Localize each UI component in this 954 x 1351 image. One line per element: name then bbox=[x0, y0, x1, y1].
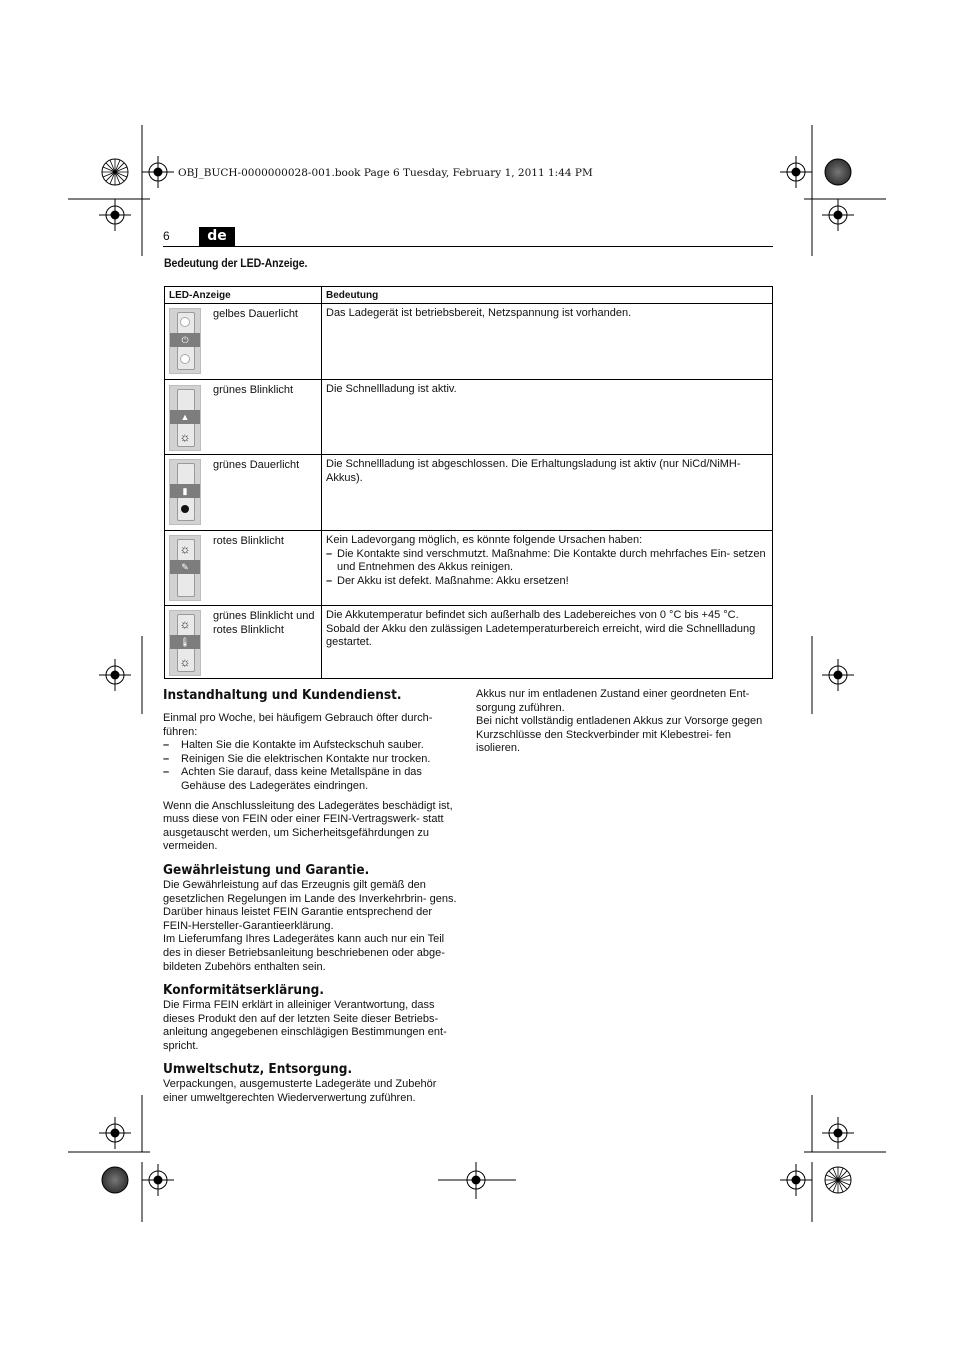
left-column bbox=[163, 687, 461, 1106]
led-table-title: Bedeutung der LED-Anzeige. bbox=[164, 258, 308, 270]
list-item: – Die Kontakte sind verschmutzt. Maßnahme: Die Kontakte durch mehrfaches Ein- setzen und Entnehmen des Akkus reinigen. bbox=[326, 548, 768, 575]
list-item: – Achten Sie darauf, dass keine Metallspäne in das Gehäuse des Ladegerätes eindringen. bbox=[163, 766, 461, 793]
conformity-text: Die Firma FEIN erklärt in alleiniger Verantwortung, dass dieses Produkt den auf der letzten Seite dieser Betriebs- anleitung angegebenen einschlägigen Bestimmungen ent- spricht. bbox=[163, 999, 447, 1052]
table-row bbox=[165, 606, 773, 679]
header-led: LED-Anzeige bbox=[165, 287, 322, 304]
right-column bbox=[476, 688, 773, 756]
led-label: grünes Dauerlicht bbox=[213, 459, 300, 471]
list-item: – Reinigen Sie die elektrischen Kontakte nur trocken. bbox=[163, 753, 461, 767]
led-meaning: Die Schnellladung ist abgeschlossen. Die Erhaltungsladung ist aktiv (nur NiCd/NiMH-Akkus). bbox=[322, 455, 773, 531]
led-label: grünes Blinklicht bbox=[213, 384, 294, 396]
environment-text-3: Bei nicht vollständig entladenen Akkus zur Vorsorge gegen Kurzschlüsse den Steckverbinder mit Klebestrei- fen isolieren. bbox=[476, 715, 763, 755]
warranty-text: Die Gewährleistung auf das Erzeugnis gilt gemäß den gesetzlichen Regelungen im Lande des Inverkehrbrin- gens. Darüber hinaus leistet FEIN Garantie entsprechend der FEIN-Hersteller-Garantieerklärung. bbox=[163, 878, 457, 932]
list-item: – Der Akku ist defekt. Maßnahme: Akku ersetzen! bbox=[326, 575, 768, 589]
warranty-text-2: Im Lieferumfang Ihres Ladegerätes kann auch nur ein Teil des in dieser Betriebsanleitung beschriebenen oder abge- bildeten Zubehörs enthalten sein. bbox=[163, 933, 445, 973]
led-table-header bbox=[165, 287, 773, 304]
led-label: gelbes Dauerlicht bbox=[213, 308, 298, 320]
table-row bbox=[165, 455, 773, 531]
section-title-environment: Umweltschutz, Entsorgung. bbox=[163, 1061, 353, 1078]
section-title-warranty: Gewährleistung und Garantie. bbox=[163, 861, 370, 878]
maintenance-list bbox=[163, 739, 461, 793]
led-label: rotes Blinklicht bbox=[213, 535, 284, 547]
maintenance-intro: Einmal pro Woche, bei häufigem Gebrauch öfter durch- führen: bbox=[163, 712, 433, 738]
section-title-maintenance: Instandhaltung und Kundendienst. bbox=[163, 687, 402, 703]
list-item: – Halten Sie die Kontakte im Aufsteckschuh sauber. bbox=[163, 739, 461, 753]
led-meaning: Kein Ladevorgang möglich, es könnte folgende Ursachen haben: bbox=[326, 534, 643, 546]
led-meaning: Die Akkutemperatur befindet sich außerhalb des Ladebereiches von 0 °C bis +45 °C. Sobald der Akku den zulässigen Ladetemperaturbereich erreicht, wird die Schnellladung gestartet. bbox=[322, 606, 773, 679]
page-number: 6 bbox=[163, 229, 170, 243]
table-row bbox=[165, 380, 773, 455]
table-row bbox=[165, 531, 773, 606]
header-meaning: Bedeutung bbox=[322, 287, 773, 304]
led-meaning: Das Ladegerät ist betriebsbereit, Netzspannung ist vorhanden. bbox=[322, 304, 773, 380]
language-tag: de bbox=[199, 227, 235, 246]
battery-fault-led-icon: ☼ ✎ bbox=[169, 535, 201, 601]
maintenance-note: Wenn die Anschlussleitung des Ladegerätes beschädigt ist, muss diese von FEIN oder einer FEIN-Vertragswerk- statt ausgetauscht werden, um Sicherheitsgefährdungen zu vermeiden. bbox=[163, 799, 453, 853]
table-row bbox=[165, 304, 773, 380]
led-meaning: Die Schnellladung ist aktiv. bbox=[322, 380, 773, 455]
led-label: grünes Blinklicht und rotes Blinklicht bbox=[213, 610, 315, 636]
charging-blink-led-icon: ▲ ☼ bbox=[169, 385, 201, 451]
environment-text: Verpackungen, ausgemusterte Ladegeräte und Zubehör einer umweltgerechten Wiederverwertung zuführen. bbox=[163, 1078, 437, 1105]
temperature-led-icon: ☼ 🌡 ☼ bbox=[169, 610, 201, 676]
battery-full-led-icon: ▮ bbox=[169, 459, 201, 525]
led-table bbox=[164, 286, 773, 679]
environment-text-2: Akkus nur im entladenen Zustand einer geordneten Ent- sorgung zuführen. bbox=[476, 688, 750, 714]
header-rule bbox=[163, 246, 773, 247]
section-title-conformity: Konformitätserklärung. bbox=[163, 982, 324, 999]
print-header: OBJ_BUCH-0000000028-001.book Page 6 Tuesday, February 1, 2011 1:44 PM bbox=[178, 167, 593, 179]
power-led-icon: ⏻ bbox=[169, 308, 201, 374]
